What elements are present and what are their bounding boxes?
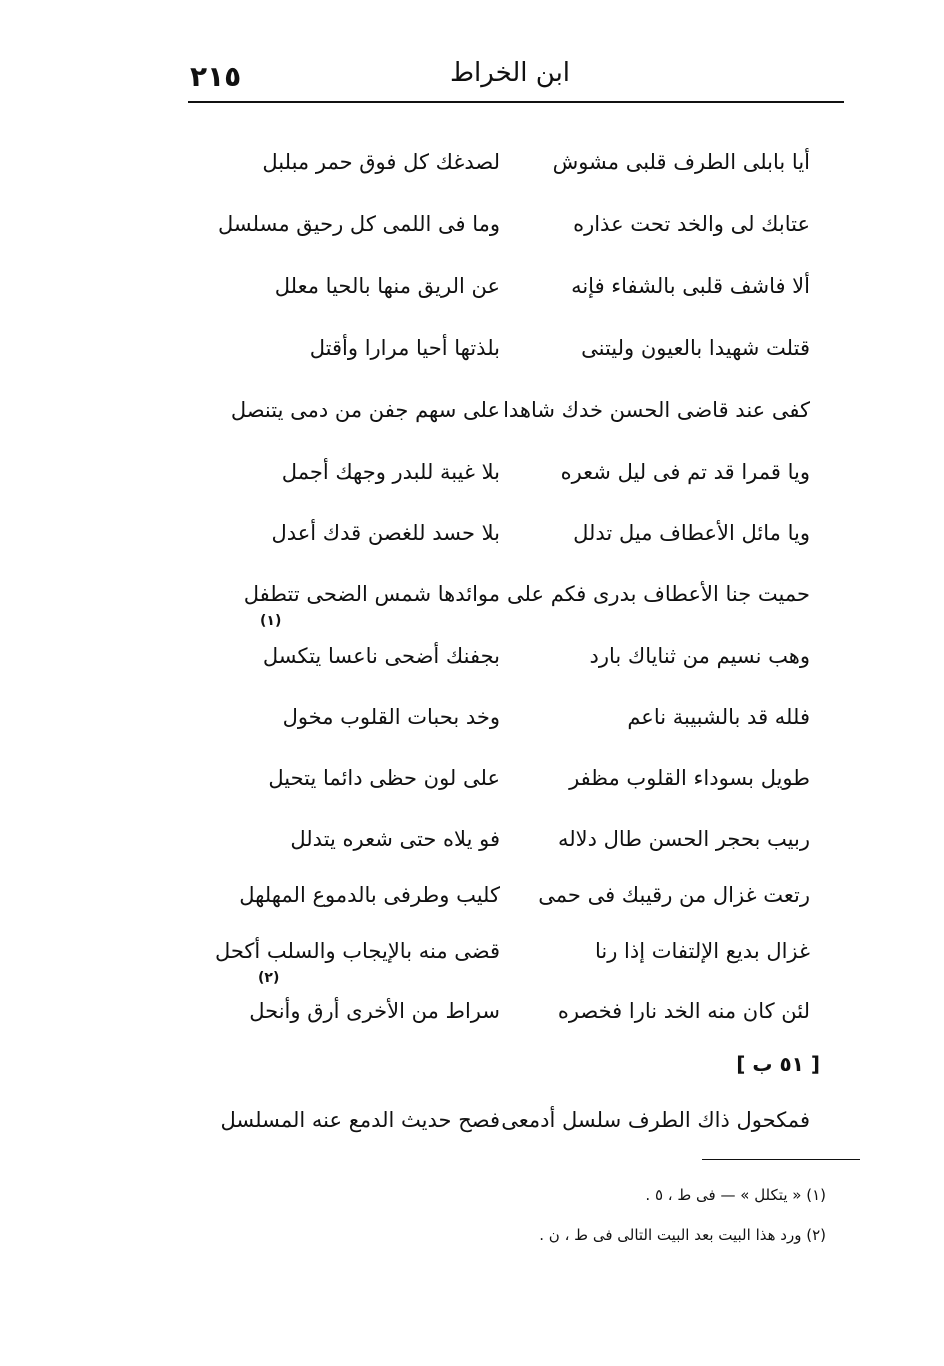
verse-line — [200, 204, 840, 254]
verse-second-hemistich: سراط من الأخرى أرق وأنحل — [249, 999, 500, 1023]
verse-first-hemistich: ويا قمرا قد تم فى ليل شعره — [560, 460, 810, 484]
verse-second-hemistich: بلذتها أحيا مرارا وأقتل — [309, 336, 500, 360]
verse-second-hemistich: فصح حديث الدمع عنه المسلسل — [220, 1108, 500, 1132]
manuscript-folio-marker: [ ٥١ ب ] — [736, 1052, 820, 1076]
verse-first-hemistich: ربيب بحجر الحسن طال دلاله — [557, 827, 810, 851]
verse-second-hemistich: لصدغك كل فوق حمر مبلبل — [262, 150, 500, 174]
verse-first-hemistich: أيا بابلى الطرف قلبى مشوش — [552, 150, 810, 174]
page-number: ٢١٥ — [190, 60, 242, 93]
verse-line — [200, 1100, 840, 1150]
verse-line — [200, 697, 840, 747]
footnote-1: (١) « يتكلل » — فى ط ، ٥ . — [645, 1186, 826, 1204]
verse-second-hemistich: قضى منه بالإيجاب والسلب أكحل — [214, 939, 500, 963]
verse-first-hemistich: فلله قد بالشبيبة ناعم — [627, 705, 810, 729]
verse-second-hemistich: بلا حسد للغصن قدك أعدل — [271, 521, 500, 545]
verse-second-hemistich: فو يلاه حتى شعره يتدلل — [290, 827, 500, 851]
footnote-marker-2: (٢) — [258, 970, 280, 986]
verse-second-hemistich: بلا غيبة للبدر وجهك أجمل — [281, 460, 500, 484]
verse-first-hemistich: فمكحول ذاك الطرف سلسل أدمعى — [501, 1108, 810, 1132]
verse-line — [200, 142, 840, 192]
verse-line — [200, 875, 840, 925]
verse-first-hemistich: وهب نسيم من ثناياك بارد — [589, 644, 810, 668]
verse-first-hemistich: رتعت غزال من رقيبك فى حمى — [538, 883, 810, 907]
verse-second-hemistich: بجفنك أضحى ناعسا يتكسل — [262, 644, 500, 668]
verse-first-hemistich: لئن كان منه الخد نارا فخصره — [557, 999, 810, 1023]
verse-second-hemistich: وما فى اللمى كل رحيق مسلسل — [218, 212, 500, 236]
footnote-marker-1: (١) — [260, 613, 282, 629]
verse-second-hemistich: على سهم جفن من دمى يتنصل — [230, 398, 500, 422]
verse-first-hemistich: حميت جنا الأعطاف بدرى فكم على — [507, 582, 810, 606]
verse-second-hemistich: عن الريق منها بالحيا معلل — [274, 274, 500, 298]
verse-second-hemistich: وخد بحبات القلوب مخول — [282, 705, 500, 729]
verse-line — [200, 819, 840, 869]
verse-second-hemistich: موائدها شمس الضحى تتطفل — [243, 582, 500, 606]
verse-first-hemistich: قتلت شهيدا بالعيون وليتنى — [581, 336, 810, 360]
verse-first-hemistich: طويل بسوداء القلوب مظفر — [569, 766, 810, 790]
verse-second-hemistich: كليب وطرفى بالدموع المهلهل — [239, 883, 500, 907]
verse-first-hemistich: ويا مائل الأعطاف ميل تدلل — [573, 521, 810, 545]
verse-line — [200, 390, 840, 440]
verse-line — [200, 574, 840, 624]
verse-line — [200, 452, 840, 502]
verse-line — [200, 266, 840, 316]
verse-first-hemistich: عتابك لى والخد تحت عذاره — [573, 212, 810, 236]
verse-line — [200, 931, 840, 981]
footnote-rule — [702, 1159, 860, 1160]
verse-line — [200, 758, 840, 808]
verse-second-hemistich: على لون حظى دائما يتحيل — [268, 766, 500, 790]
header-rule — [188, 101, 844, 103]
verse-line — [200, 513, 840, 563]
verse-first-hemistich: كفى عند قاضى الحسن خدك شاهدا — [503, 398, 810, 422]
verse-line — [200, 636, 840, 686]
footnote-2: (٢) ورد هذا البيت بعد البيت التالى فى ط ، ن . — [539, 1226, 826, 1244]
running-title: ابن الخراط — [449, 58, 571, 88]
verse-first-hemistich: ألا فاشف قلبى بالشفاء فإنه — [571, 274, 810, 298]
verse-line — [200, 991, 840, 1041]
verse-line — [200, 328, 840, 378]
verse-first-hemistich: غزال بديع الإلتفات إذا رنا — [595, 939, 810, 963]
